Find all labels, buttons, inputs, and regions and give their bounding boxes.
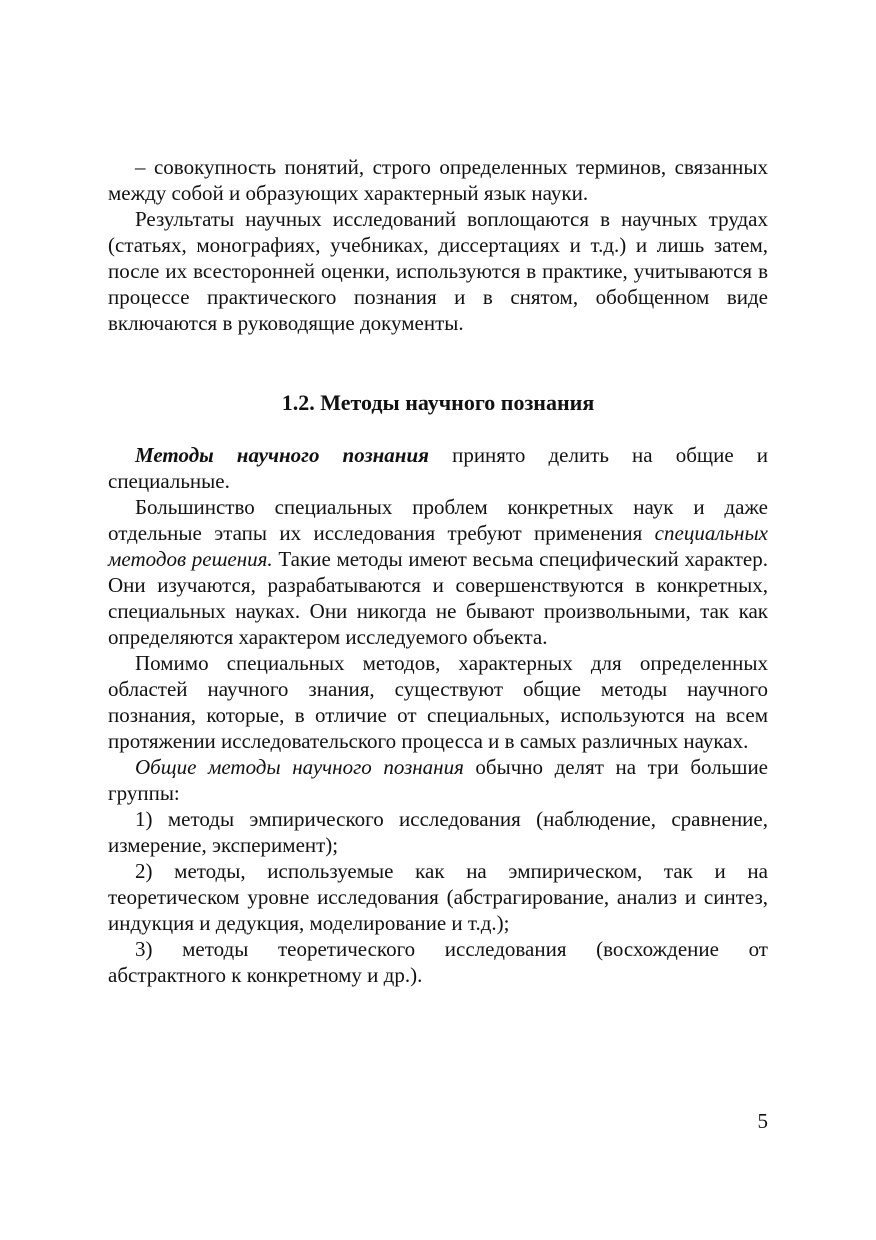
paragraph-results: Результаты научных исследований воплощаются в научных трудах (статьях, монографиях, учебниках, диссертациях и т.д.) и лишь затем, после их всесторонней оценки, используются в практике, учитываются в процессе практического познания и в снятом, обобщенном виде включаются в руководящие документы. [108, 207, 768, 335]
emphasis-methods-term: Методы научного познания [135, 443, 429, 467]
paragraph-special-methods-rest: Такие методы имеют весьма специфический характер. Они изучаются, разрабатываются и совершенствуются в конкретных, специальных науках. Они никогда не бывают произвольными, так как определяются характером исследуемого объекта. [108, 547, 768, 649]
paragraph-general-methods: Помимо специальных методов, характерных для определенных областей научного знания, существуют общие методы научного познания, которые, в отличие от специальных, используются на всем протяжении исследовательского процесса и в самых различных науках. [108, 651, 768, 753]
emphasis-special-methods: специальных методов решения. [108, 521, 768, 571]
emphasis-general-methods: Общие методы научного познания [135, 755, 464, 779]
list-item: 2) методы, используемые как на эмпирическом, так и на теоретическом уровне исследования (абстрагирование, анализ и синтез, индукция и дедукция, моделирование и т.д.); [108, 859, 768, 935]
paragraph-special-methods [108, 494, 768, 650]
list-item: 3) методы теоретического исследования (восхождение от абстрактного к конкретному и др.). [108, 937, 768, 987]
paragraph-special-methods-start: Большинство специальных проблем конкретных наук и даже отдельные этапы их исследования требуют применения [108, 495, 768, 545]
paragraph-methods-intro-text: принято делить на общие и специальные. [108, 443, 769, 493]
paragraph-groups-intro-text: обычно делят на три большие группы: [108, 755, 769, 805]
paragraph-methods-intro [108, 442, 768, 494]
page-number: 5 [757, 1109, 768, 1133]
section-heading: 1.2. Методы научного познания [281, 390, 595, 415]
paragraph-groups-intro [108, 754, 768, 806]
list-item: 1) методы эмпирического исследования (наблюдение, сравнение, измерение, эксперимент); [108, 807, 768, 857]
paragraph-terms: – совокупность понятий, строго определенных терминов, связанных между собой и образующих характерный язык науки. [108, 155, 768, 205]
